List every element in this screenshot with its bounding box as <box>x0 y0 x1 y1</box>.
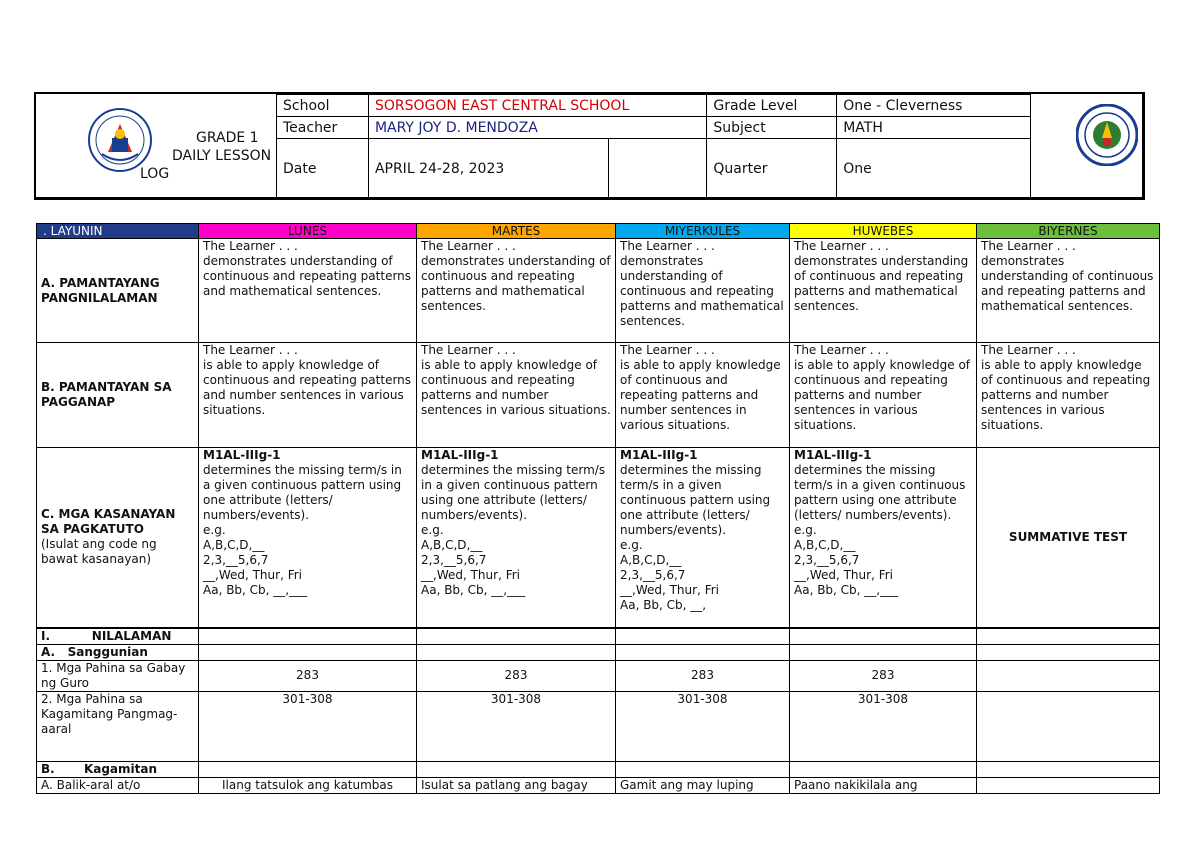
competency-code: M1AL-IIIg-1 <box>203 448 281 462</box>
cell-kagamitan-huwebes <box>790 761 977 777</box>
cell-nilalaman-miyerkules <box>616 628 790 645</box>
cell-kp-miyerkules: 301-308 <box>616 691 790 761</box>
row-sanggunian <box>37 644 1160 660</box>
date-label: Date <box>277 139 369 200</box>
cell-a-biyernes: The Learner . . . demonstrates understanding of continuous and repeating patterns and mathematical sentences. <box>977 239 1160 343</box>
quarter-label: Quarter <box>707 139 837 200</box>
teacher-value: MARY JOY D. MENDOZA <box>368 117 706 139</box>
school-seal-logo <box>1076 104 1138 166</box>
cell-a-martes: The Learner . . . demonstrates understanding of continuous and repeating patterns and mathematical sentences. <box>417 239 616 343</box>
cell-balik-huwebes: Paano nakikilala ang <box>790 777 977 793</box>
header-info-table <box>276 94 1031 200</box>
row-balik-aral <box>37 777 1160 793</box>
dll-title-line1: DAILY LESSON <box>172 148 272 164</box>
cell-kagamitan-biyernes <box>977 761 1160 777</box>
column-header-martes: MARTES <box>417 224 616 239</box>
grade-level-value: One - Cleverness <box>837 95 1031 117</box>
row-gabay-ng-guro <box>37 660 1160 691</box>
cell-gabay-huwebes: 283 <box>790 660 977 691</box>
cell-kp-biyernes <box>977 691 1160 761</box>
column-header-layunin: . LAYUNIN <box>37 224 199 239</box>
column-header-miyerkules: MIYERKULES <box>616 224 790 239</box>
column-header-biyernes: BIYERNES <box>977 224 1160 239</box>
school-value: SORSOGON EAST CENTRAL SCHOOL <box>368 95 706 117</box>
cell-sanggunian-miyerkules <box>616 644 790 660</box>
cell-balik-miyerkules: Gamit ang may luping <box>616 777 790 793</box>
cell-c-miyerkules <box>616 448 790 628</box>
row-kagamitang-pangmag-aaral <box>37 691 1160 761</box>
grade-level-label: Grade Level <box>707 95 837 117</box>
row-label-sanggunian: A. Sanggunian <box>37 644 199 660</box>
competency-text: determines the missing term/s in a given continuous pattern using one attribute (letters/ numbers/events). e.g. A,B,C,D,__ 2,3,__5,6,7 __,Wed, Thur, Fri Aa, Bb, Cb, __,___ <box>203 463 402 597</box>
cell-balik-biyernes <box>977 777 1160 793</box>
row-pamantayan-sa-pagganap <box>37 343 1160 448</box>
row-label-c-note: (Isulat ang code ng bawat kasanayan) <box>41 537 157 567</box>
row-label-b: B. PAMANTAYAN SA PAGGANAP <box>37 343 199 448</box>
school-label: School <box>277 95 369 117</box>
competency-text: determines the missing term/s in a given continuous pattern using one attribute (letters/ numbers/events). e.g. A,B,C,D,__ 2,3,__5,6,7 __,Wed, Thur, Fri Aa, Bb, Cb, __,___ <box>421 463 606 597</box>
competency-code: M1AL-IIIg-1 <box>421 448 499 462</box>
date-value: APRIL 24-28, 2023 <box>368 139 608 200</box>
row-pamantayang-pangnilalaman <box>37 239 1160 343</box>
row-nilalaman <box>37 628 1160 645</box>
cell-gabay-biyernes <box>977 660 1160 691</box>
quarter-value: One <box>837 139 1031 200</box>
dll-title-line2: LOG <box>140 166 170 182</box>
cell-kp-lunes: 301-308 <box>199 691 417 761</box>
cell-c-lunes <box>199 448 417 628</box>
cell-b-huwebes: The Learner . . . is able to apply knowledge of continuous and repeating patterns and number sentences in various situations. <box>790 343 977 448</box>
cell-kagamitan-lunes <box>199 761 417 777</box>
competency-code: M1AL-IIIg-1 <box>620 448 698 462</box>
teacher-label: Teacher <box>277 117 369 139</box>
row-mga-kasanayan <box>37 448 1160 628</box>
cell-balik-lunes: Ilang tatsulok ang katumbas <box>199 777 417 793</box>
cell-nilalaman-lunes <box>199 628 417 645</box>
row-label-nilalaman: I. NILALAMAN <box>37 628 199 645</box>
competency-text: determines the missing term/s in a given continuous pattern using one attribute (letters/ numbers/events). e.g. A,B,C,D,__ 2,3,__5,6,7 __,Wed, Thur, Fri Aa, Bb, Cb, __, <box>620 463 771 612</box>
cell-gabay-miyerkules: 283 <box>616 660 790 691</box>
cell-b-miyerkules: The Learner . . . is able to apply knowledge of continuous and repeating patterns and number sentences in various situations. <box>616 343 790 448</box>
cell-c-huwebes <box>790 448 977 628</box>
competency-text: determines the missing term/s in a given continuous pattern using one attribute (letters/ numbers/events). e.g. A,B,C,D,__ 2,3,__5,6,7 __,Wed, Thur, Fri Aa, Bb, Cb, __,___ <box>794 463 966 597</box>
cell-gabay-martes: 283 <box>417 660 616 691</box>
cell-sanggunian-martes <box>417 644 616 660</box>
cell-a-lunes: The Learner . . . demonstrates understanding of continuous and repeating patterns and mathematical sentences. <box>199 239 417 343</box>
cell-balik-martes: Isulat sa patlang ang bagay <box>417 777 616 793</box>
cell-kagamitan-miyerkules <box>616 761 790 777</box>
cell-nilalaman-martes <box>417 628 616 645</box>
cell-b-biyernes: The Learner . . . is able to apply knowledge of continuous and repeating patterns and number sentences in various situations. <box>977 343 1160 448</box>
row-label-c-title: C. MGA KASANAYAN SA PAGKATUTO <box>41 507 176 537</box>
row-label-c <box>37 448 199 628</box>
cell-sanggunian-biyernes <box>977 644 1160 660</box>
competency-code: M1AL-IIIg-1 <box>794 448 872 462</box>
row-label-kagamitan: B. Kagamitan <box>37 761 199 777</box>
cell-gabay-lunes: 283 <box>199 660 417 691</box>
grade-title: GRADE 1 <box>196 130 259 146</box>
column-header-huwebes: HUWEBES <box>790 224 977 239</box>
row-label-a: A. PAMANTAYANG PANGNILALAMAN <box>37 239 199 343</box>
column-header-lunes: LUNES <box>199 224 417 239</box>
cell-a-miyerkules: The Learner . . . demonstrates understanding of continuous and repeating patterns and mathematical sentences. <box>616 239 790 343</box>
cell-b-lunes: The Learner . . . is able to apply knowledge of continuous and repeating patterns and number sentences in various situations. <box>199 343 417 448</box>
cell-nilalaman-huwebes <box>790 628 977 645</box>
deped-seal-logo <box>88 108 152 172</box>
row-label-balik-aral: A. Balik-aral at/o <box>37 777 199 793</box>
row-label-gabay: 1. Mga Pahina sa Gabay ng Guro <box>37 660 199 691</box>
row-label-kagamitang-pahina: 2. Mga Pahina sa Kagamitang Pangmag-aaral <box>37 691 199 761</box>
cell-nilalaman-biyernes <box>977 628 1160 645</box>
cell-sanggunian-lunes <box>199 644 417 660</box>
cell-c-martes <box>417 448 616 628</box>
subject-label: Subject <box>707 117 837 139</box>
cell-kp-martes: 301-308 <box>417 691 616 761</box>
lesson-log-table <box>36 223 1160 794</box>
cell-sanggunian-huwebes <box>790 644 977 660</box>
subject-value: MATH <box>837 117 1031 139</box>
date-blank-cell <box>608 139 707 200</box>
cell-a-huwebes: The Learner . . . demonstrates understanding of continuous and repeating patterns and mathematical sentences. <box>790 239 977 343</box>
cell-c-biyernes-summative: SUMMATIVE TEST <box>977 448 1160 628</box>
cell-b-martes: The Learner . . . is able to apply knowledge of continuous and repeating patterns and number sentences in various situations. <box>417 343 616 448</box>
cell-kagamitan-martes <box>417 761 616 777</box>
row-kagamitan <box>37 761 1160 777</box>
header-box <box>34 92 1145 200</box>
cell-kp-huwebes: 301-308 <box>790 691 977 761</box>
